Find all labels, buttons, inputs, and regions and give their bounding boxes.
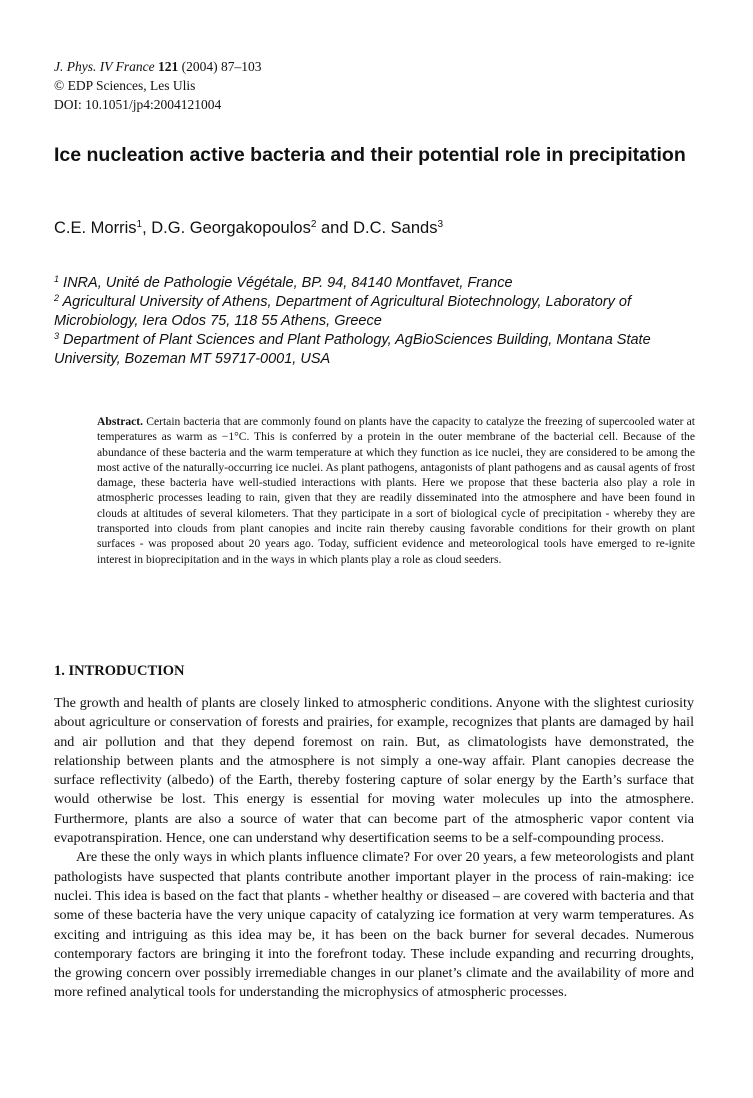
- section-body: [54, 694, 694, 1003]
- author-list: [54, 217, 443, 239]
- affiliation-number: 3: [54, 331, 60, 341]
- author-affiliation-mark: 3: [437, 219, 444, 230]
- section-heading: 1. INTRODUCTION: [54, 663, 185, 679]
- author-name: C.E. Morris: [54, 219, 137, 237]
- body-paragraph: The growth and health of plants are closely linked to atmospheric conditions. Anyone with the slightest curiosity about agriculture or conservation of forests and prairies, for example, recognizes that plants are damaged by hail and air pollution and that they depend foremost on rain. But, as climatologists have demonstrated, the relationship between plants and the atmosphere is not simply a one-way affair. Plant canopies decrease the surface reflectivity (albedo) of the Earth, thereby fostering capture of solar energy by the Earth’s surface that would otherwise be lost. This energy is essential for moving water molecules up into the atmosphere. Furthermore, plants are also a source of water that can become part of the atmospheric vapor content via evapotranspiration. Hence, one can understand why desertification seems to be a self-compounding process.: [54, 695, 694, 847]
- affiliation-list: [54, 274, 714, 369]
- affiliation-number: 2: [54, 293, 60, 303]
- body-paragraph: Are these the only ways in which plants influence climate? For over 20 years, a few meteorologists and plant pathologists have suspected that plants contribute another important player in the process of rain-making: ice nuclei. This idea is based on the fact that plants - whether healthy or diseased – are covered with bacteria and that some of these bacteria have the very unique capacity of catalyzing ice formation at very warm temperatures. As exciting and intriguing as this idea may be, it has been on the back burner for several decades. Numerous contemporary factors are bringing it into the forefront today. These include expanding and recurring droughts, the growing concern over possibly irremediable changes in our planet’s climate and the availability of more and more refined analytical tools for understanding the microphysics of atmospheric processes.: [54, 849, 694, 1001]
- affiliation: [54, 331, 714, 369]
- year-pages: (2004) 87–103: [181, 59, 262, 74]
- abstract: [97, 414, 695, 567]
- affiliation: [54, 274, 714, 293]
- copyright-line: © EDP Sciences, Les Ulis: [54, 78, 196, 93]
- affiliation-text: INRA, Unité de Pathologie Végétale, BP. 94, 84140 Montfavet, France: [63, 275, 513, 291]
- paper-title: Ice nucleation active bacteria and their potential role in precipitation: [54, 144, 686, 166]
- journal-header: [54, 57, 261, 114]
- abstract-label: Abstract.: [97, 415, 144, 428]
- author-name: D.C. Sands: [353, 219, 438, 237]
- citation-line: [54, 57, 261, 76]
- volume-number: 121: [157, 59, 179, 74]
- doi-line: DOI: 10.1051/jp4:2004121004: [54, 97, 222, 112]
- affiliation-text: Department of Plant Sciences and Plant Pathology, AgBioSciences Building, Montana State University, Bozeman MT 59717-0001, USA: [54, 332, 651, 367]
- affiliation: [54, 293, 714, 331]
- journal-name: J. Phys. IV France: [54, 59, 155, 74]
- author-name: D.G. Georgakopoulos: [151, 219, 311, 237]
- affiliation-number: 1: [54, 274, 60, 284]
- affiliation-text: Agricultural University of Athens, Department of Agricultural Biotechnology, Laboratory of Microbiology, Iera Odos 75, 118 55 Athens, Greece: [54, 294, 631, 329]
- author-affiliation-mark: 2: [310, 219, 317, 230]
- author-affiliation-mark: 1: [136, 219, 143, 230]
- author-separator: and: [316, 219, 354, 237]
- abstract-text: Certain bacteria that are commonly found on plants have the capacity to catalyze the freezing of supercooled water at temperatures as warm as −1°C. This is conferred by a protein in the outer membrane of the bacterial cell. Because of the abundance of these bacteria and the warm temperature at which they function as ice nuclei, they are considered to be among the most active of the naturally-occurring ice nuclei. As plant pathogens, antagonists of plant pathogens and as causal agents of frost damage, these bacteria have well-studied interactions with plants. Here we propose that these bacteria also play a role in atmospheric processes leading to rain, given that they are readily disseminated into the atmosphere and have been found in clouds at altitudes of several kilometers. That they participate in a sort of biological cycle of precipitation - whereby they are transported into clouds from plant canopies and incite rain thereby causing favorable conditions for their growth on plant surfaces - was proposed about 20 years ago. Today, sufficient evidence and meteorological tools have emerged to re-ignite interest in bioprecipitation and in the ways in which plants play a role as cloud seeders.: [97, 415, 695, 566]
- author-separator: ,: [142, 219, 152, 237]
